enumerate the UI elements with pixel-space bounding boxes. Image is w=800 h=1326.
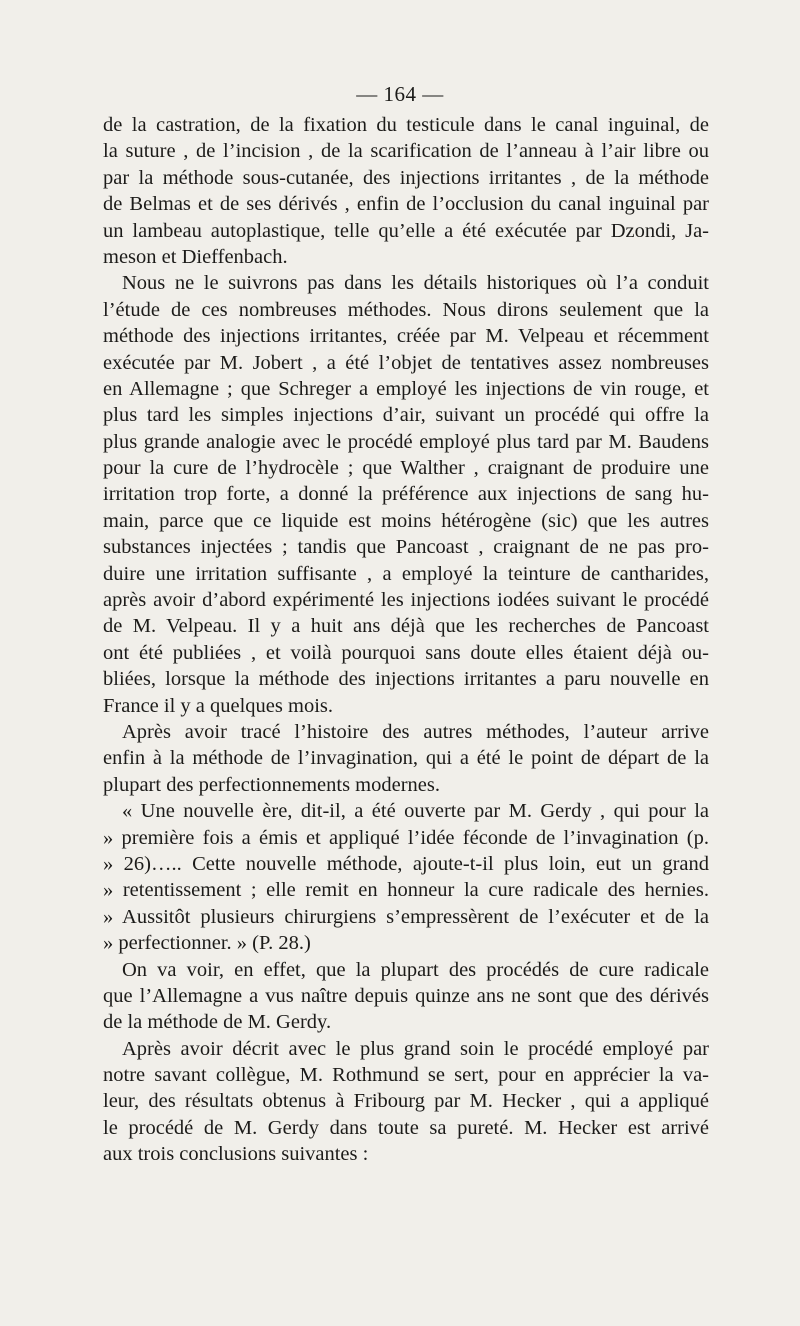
text-line: de la castration, de la fixation du testicule dans le canal inguinal, de bbox=[103, 114, 709, 136]
text-line: que l’Allemagne a vus naître depuis quinze ans ne sont que des dérivés bbox=[103, 984, 709, 1007]
text-line: meson et Dieffenbach. bbox=[103, 245, 288, 268]
text-line: aux trois conclusions suivantes : bbox=[103, 1143, 369, 1166]
text-line: Après avoir tracé l’histoire des autres méthodes, l’auteur arrive bbox=[122, 720, 709, 743]
text-line: un lambeau autoplastique, telle qu’elle a été exécutée par Dzondi, Ja- bbox=[103, 219, 709, 242]
text-line: de M. Velpeau. Il y a huit ans déjà que les recherches de Pancoast bbox=[103, 615, 709, 638]
text-line: On va voir, en effet, que la plupart des procédés de cure radicale bbox=[122, 958, 709, 981]
text-line: plupart des perfectionnements modernes. bbox=[103, 773, 440, 796]
text-line: leur, des résultats obtenus à Fribourg par M. Hecker , qui a appliqué bbox=[103, 1090, 709, 1113]
text-line: exécutée par M. Jobert , a été l’objet de tentatives assez nombreuses bbox=[103, 351, 709, 374]
text-line: notre savant collègue, M. Rothmund se sert, pour en apprécier la va- bbox=[103, 1064, 709, 1087]
text-line: bliées, lorsque la méthode des injections irritantes a paru nouvelle en bbox=[103, 668, 709, 691]
text-line: de Belmas et de ses dérivés , enfin de l’occlusion du canal inguinal par bbox=[103, 193, 709, 216]
text-line: Nous ne le suivrons pas dans les détails historiques où l’a conduit bbox=[122, 272, 709, 295]
text-line: pour la cure de l’hydrocèle ; que Walther , craignant de produire une bbox=[103, 457, 709, 480]
text-line: main, parce que ce liquide est moins hétérogène (sic) que les autres bbox=[103, 509, 709, 532]
text-line: le procédé de M. Gerdy dans toute sa pureté. M. Hecker est arrivé bbox=[103, 1116, 709, 1139]
text-line: » retentissement ; elle remit en honneur la cure radicale des hernies. bbox=[103, 879, 709, 902]
text-line: » première fois a émis et appliqué l’idée féconde de l’invagination (p. bbox=[103, 826, 709, 849]
text-line: irritation trop forte, a donné la préférence aux injections de sang hu- bbox=[103, 483, 709, 506]
text-line: Après avoir décrit avec le plus grand soin le procédé employé par bbox=[122, 1037, 709, 1060]
text-line: plus tard les simples injections d’air, suivant un procédé qui offre la bbox=[103, 404, 709, 427]
text-line: enfin à la méthode de l’invagination, qui a été le point de départ de la bbox=[103, 747, 709, 770]
text-line: en Allemagne ; que Schreger a employé les injections de vin rouge, et bbox=[103, 377, 709, 400]
text-line: substances injectées ; tandis que Pancoast , craignant de ne pas pro- bbox=[103, 536, 709, 559]
text-line: méthode des injections irritantes, créée par M. Velpeau et récemment bbox=[103, 325, 709, 348]
page-number: — 164 — bbox=[356, 82, 444, 106]
text-line: » 26)….. Cette nouvelle méthode, ajoute-t-il plus loin, eut un grand bbox=[103, 852, 709, 875]
text-line: la suture , de l’incision , de la scarification de l’anneau à l’air libre ou bbox=[103, 140, 709, 163]
text-line: après avoir d’abord expérimenté les injections iodées suivant le procédé bbox=[103, 589, 709, 612]
text-line: plus grande analogie avec le procédé employé plus tard par M. Baudens bbox=[103, 430, 709, 453]
text-line: France il y a quelques mois. bbox=[103, 694, 334, 717]
text-line: de la méthode de M. Gerdy. bbox=[103, 1011, 332, 1034]
text-line: duire une irritation suffisante , a employé la teinture de cantharides, bbox=[103, 562, 709, 585]
body-text bbox=[103, 112, 709, 1168]
text-line: » perfectionner. » (P. 28.) bbox=[103, 932, 311, 955]
text-line: par la méthode sous-cutanée, des injections irritantes , de la méthode bbox=[103, 166, 709, 189]
text-line: » Aussitôt plusieurs chirurgiens s’empressèrent de l’exécuter et de la bbox=[103, 905, 709, 928]
text-line: ont été publiées , et voilà pourquoi sans doute elles étaient déjà ou- bbox=[103, 641, 709, 664]
text-line: « Une nouvelle ère, dit-il, a été ouverte par M. Gerdy , qui pour la bbox=[122, 800, 709, 823]
text-line: l’étude de ces nombreuses méthodes. Nous dirons seulement que la bbox=[103, 298, 709, 321]
